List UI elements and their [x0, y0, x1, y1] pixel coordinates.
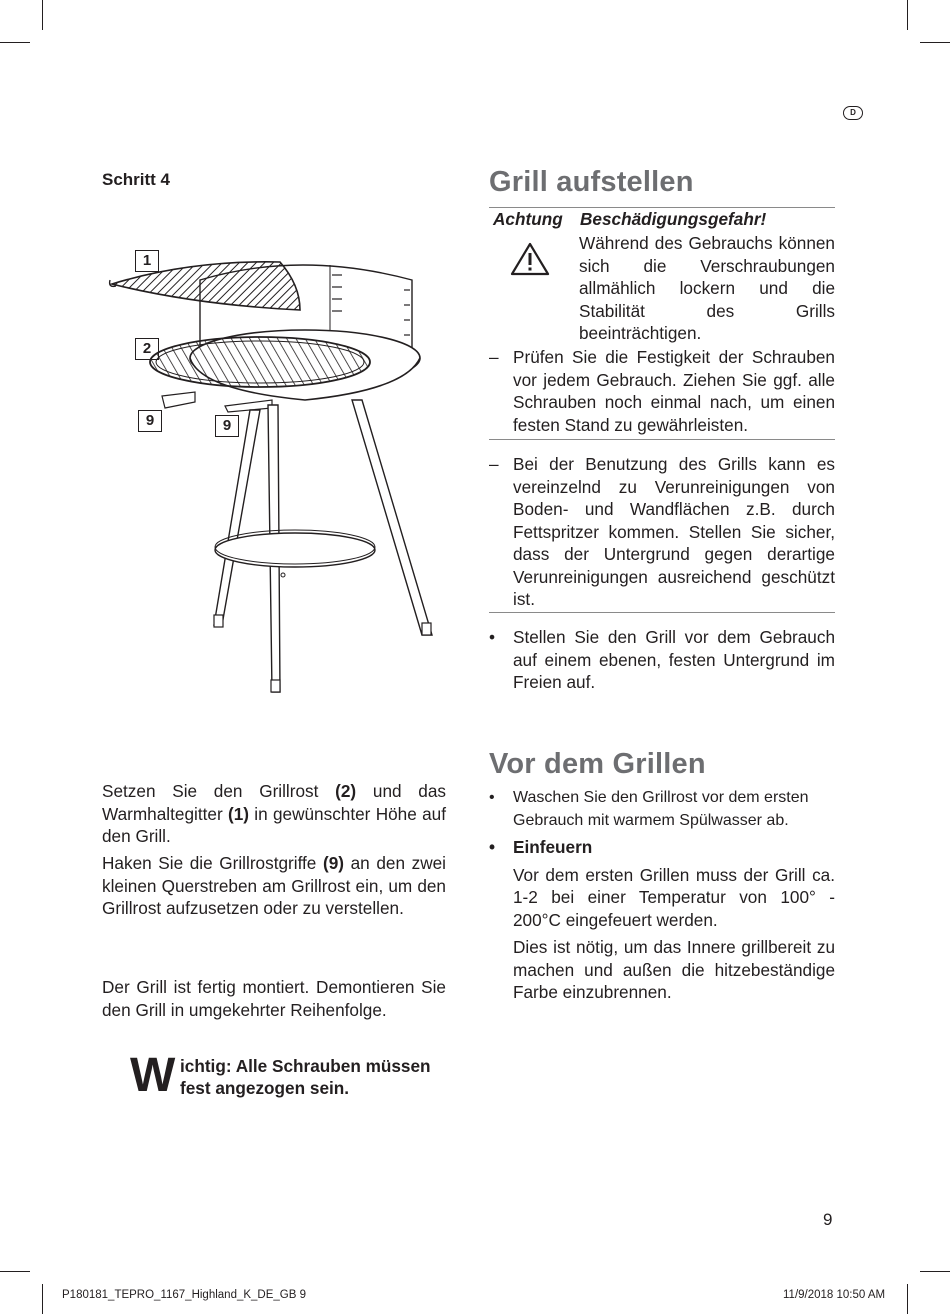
note-initial: W [130, 1049, 176, 1102]
bullet-marker: • [489, 789, 495, 806]
part-ref: (2) [335, 781, 357, 801]
crop-mark [42, 1284, 43, 1314]
dash-marker: – [489, 454, 499, 474]
important-note: ichtig: Alle Schrauben müssen fest angezogen sein. [180, 1056, 431, 1098]
dash-marker: – [489, 347, 499, 367]
list-item-text: Waschen Sie den Grillrost vor dem ersten Gebrauch mit warmem Spülwasser ab. [513, 789, 809, 829]
page-number: 9 [823, 1210, 833, 1229]
footer-file: P180181_TEPRO_1167_Highland_K_DE_GB 9 [62, 1289, 307, 1301]
list-item [489, 836, 835, 1004]
figure-label-1: 1 [135, 250, 159, 272]
crop-mark [0, 1271, 30, 1272]
warning-text: Während des Gebrauchs können sich die Verschraubungen allmählich lockern und die Stabilität des Grills beeinträchtigen. [579, 233, 835, 343]
language-badge: D [843, 106, 863, 120]
part-ref: (9) [322, 853, 344, 873]
bullet-marker: • [489, 627, 496, 647]
list-item [489, 346, 835, 436]
list-item-text: Stellen Sie den Grill vor dem Gebrauch auf einem ebenen, festen Untergrund im Freien auf. [513, 627, 835, 692]
divider [489, 612, 835, 613]
assembly-paragraph-2 [102, 852, 446, 920]
figure-label-9: 9 [215, 415, 239, 437]
warning-label: Achtung [493, 209, 563, 229]
warning-heading [493, 209, 766, 230]
crop-mark [42, 0, 43, 30]
text-run: und das Warmhaltegitter [102, 781, 446, 824]
assembly-paragraph-1 [102, 780, 446, 848]
text-run: Haken Sie die Grillrostgriffe [102, 853, 323, 873]
list-item-text: Bei der Benutzung des Grills kann es vereinzelnd zu Verunreinigungen von Boden- und Wandflächen z.B. durch Fettspritzer kommen. Stellen Sie sicher, dass der Untergrund gegen derartige Verunreinigungen ausreichend geschützt ist. [513, 454, 835, 609]
figure-label-2: 2 [135, 338, 159, 360]
crop-mark [920, 42, 950, 43]
crop-mark [907, 1284, 908, 1314]
section-title-grill-aufstellen: Grill aufstellen [489, 166, 694, 198]
grill-assembly-figure [100, 240, 440, 695]
list-item [489, 626, 835, 694]
list-item [489, 453, 835, 611]
list-item-text: Prüfen Sie die Festigkeit der Schrauben vor jedem Gebrauch. Ziehen Sie ggf. alle Schrauben noch einmal nach, um einen festen Stand zu gewährleisten. [513, 347, 835, 435]
divider [489, 207, 835, 208]
figure-label-9: 9 [138, 410, 162, 432]
crop-mark [0, 42, 30, 43]
footer-date: 11/9/2018 10:50 AM [783, 1289, 886, 1301]
warning-title: Beschädigungsgefahr! [580, 209, 767, 229]
crop-mark [920, 1271, 950, 1272]
text-run: an den zwei kleinen Querstreben am Grillrost ein, um den Grillrost aufzusetzen oder zu verstellen. [102, 853, 446, 918]
warning-triangle-icon [510, 242, 550, 276]
step-title: Schritt 4 [102, 170, 171, 189]
divider [489, 439, 835, 440]
crop-mark [907, 0, 908, 30]
list-item [489, 787, 835, 832]
list-item-text: Dies ist nötig, um das Innere grillbereit zu machen und außen die hitzebeständige Farbe einzubrennen. [513, 937, 835, 1002]
section-title-vor-dem-grillen: Vor dem Grillen [489, 748, 706, 780]
assembly-paragraph-3: Der Grill ist fertig montiert. Demontieren Sie den Grill in umgekehrter Reihenfolge. [102, 977, 446, 1020]
bullet-marker: • [489, 837, 496, 857]
list-item-heading: Einfeuern [513, 837, 593, 857]
text-run: Setzen Sie den Grillrost [102, 781, 336, 801]
text-run: in gewünschter Höhe auf den Grill. [102, 803, 446, 846]
list-item-text: Vor dem ersten Grillen muss der Grill ca. 1-2 bei einer Temperatur von 100° - 200°C eingefeuert werden. [513, 864, 835, 930]
part-ref: (1) [227, 803, 249, 824]
